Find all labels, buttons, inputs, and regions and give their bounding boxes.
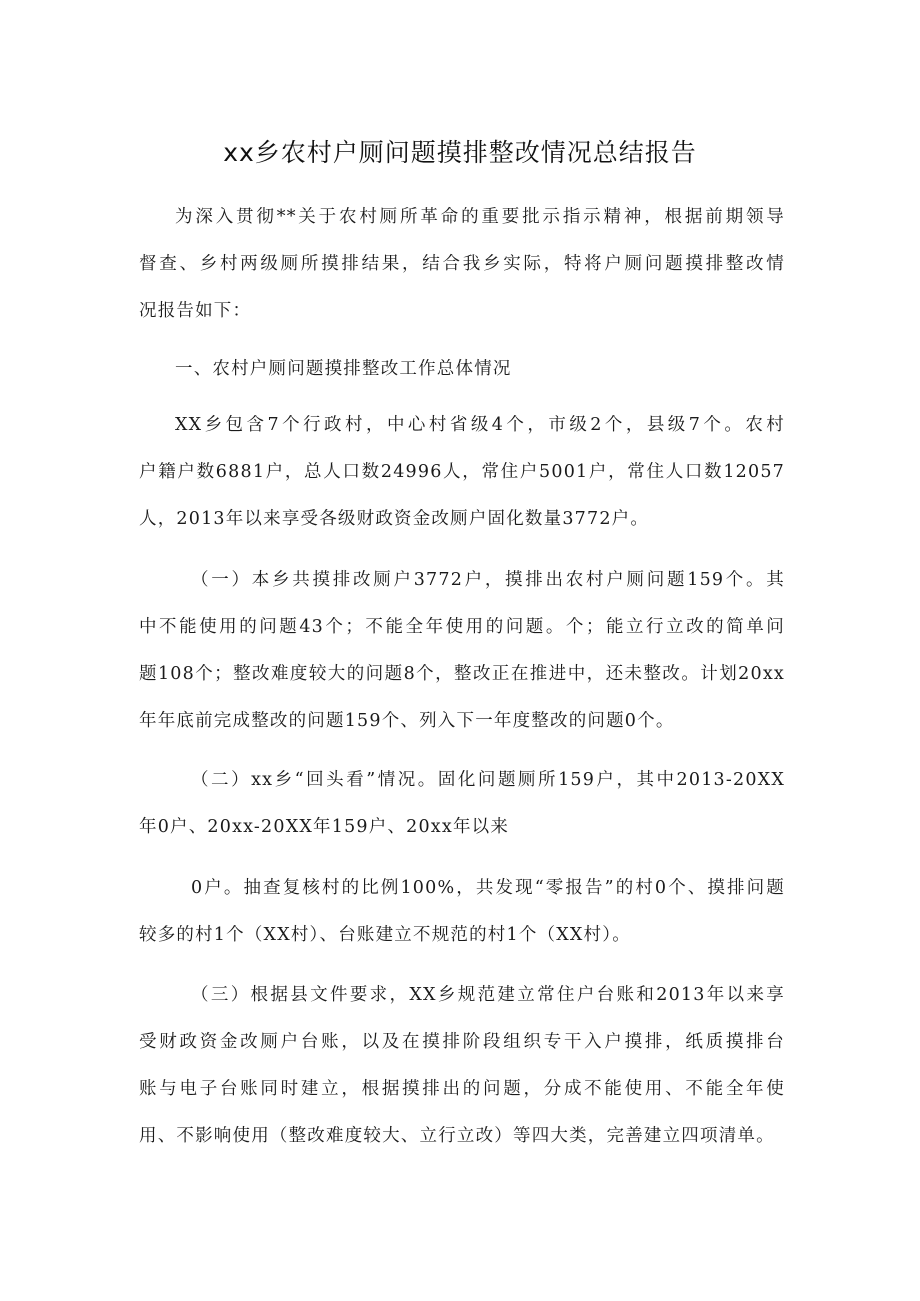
paragraph-line: 年0户、20xx-20XX年159户、20xx年以来 [139, 817, 510, 837]
paragraph-line: 年年底前完成整改的问题159个、列入下一年度整改的问题0个。 [139, 711, 675, 731]
document-title: xx乡农村户厕问题摸排整改情况总结报告 [223, 138, 697, 167]
item-one-paragraph [139, 557, 785, 745]
paragraph-line: 为深入贯彻**关于农村厕所革命的重要批示指示精神，根据前期领导 [175, 207, 785, 227]
paragraph-line: 用、不影响使用（整改难度较大、立行立改）等四大类，完善建立四项清单。 [139, 1126, 775, 1146]
paragraph-line: （三）根据县文件要求，XX乡规范建立常住户台账和2013年以来享 [191, 985, 785, 1005]
paragraph-line: 题108个；整改难度较大的问题8个，整改正在推进中，还未整改。计划20xx [139, 664, 785, 684]
paragraph-line: （二）xx乡“回头看”情况。固化问题厕所159户，其中2013-20XX [191, 770, 785, 790]
paragraph-line: XX乡包含7个行政村，中心村省级4个，市级2个，县级7个。农村 [175, 415, 785, 435]
item-two-continued-paragraph [139, 865, 785, 959]
paragraph-line: 受财政资金改厕户台账，以及在摸排阶段组织专干入户摸排，纸质摸排台 [139, 1032, 785, 1052]
paragraph-line: 0户。抽查复核村的比例100%，共发现“零报告”的村0个、摸排问题 [191, 878, 785, 898]
section-heading [139, 346, 785, 393]
section-heading-text: 一、农村户厕问题摸排整改工作总体情况 [175, 359, 512, 379]
item-three-paragraph [139, 972, 785, 1160]
item-two-paragraph [139, 757, 785, 851]
paragraph-line: 账与电子台账同时建立，根据摸排出的问题，分成不能使用、不能全年使 [139, 1079, 785, 1099]
overview-paragraph [139, 402, 785, 543]
paragraph-line: 况报告如下： [139, 301, 252, 321]
paragraph-line: 人，2013年以来享受各级财政资金改厕户固化数量3772户。 [139, 509, 650, 529]
paragraph-line: 督查、乡村两级厕所摸排结果，结合我乡实际，特将户厕问题摸排整改情 [139, 254, 785, 274]
intro-paragraph [139, 194, 785, 335]
paragraph-line: 较多的村1个（XX村）、台账建立不规范的村1个（XX村）。 [139, 925, 631, 945]
paragraph-line: 户籍户数6881户，总人口数24996人，常住户5001户，常住人口数12057 [139, 462, 785, 482]
paragraph-line: 中不能使用的问题43个；不能全年使用的问题。个；能立行立改的简单问 [139, 617, 785, 637]
paragraph-line: （一）本乡共摸排改厕户3772户，摸排出农村户厕问题159个。其 [191, 570, 785, 590]
